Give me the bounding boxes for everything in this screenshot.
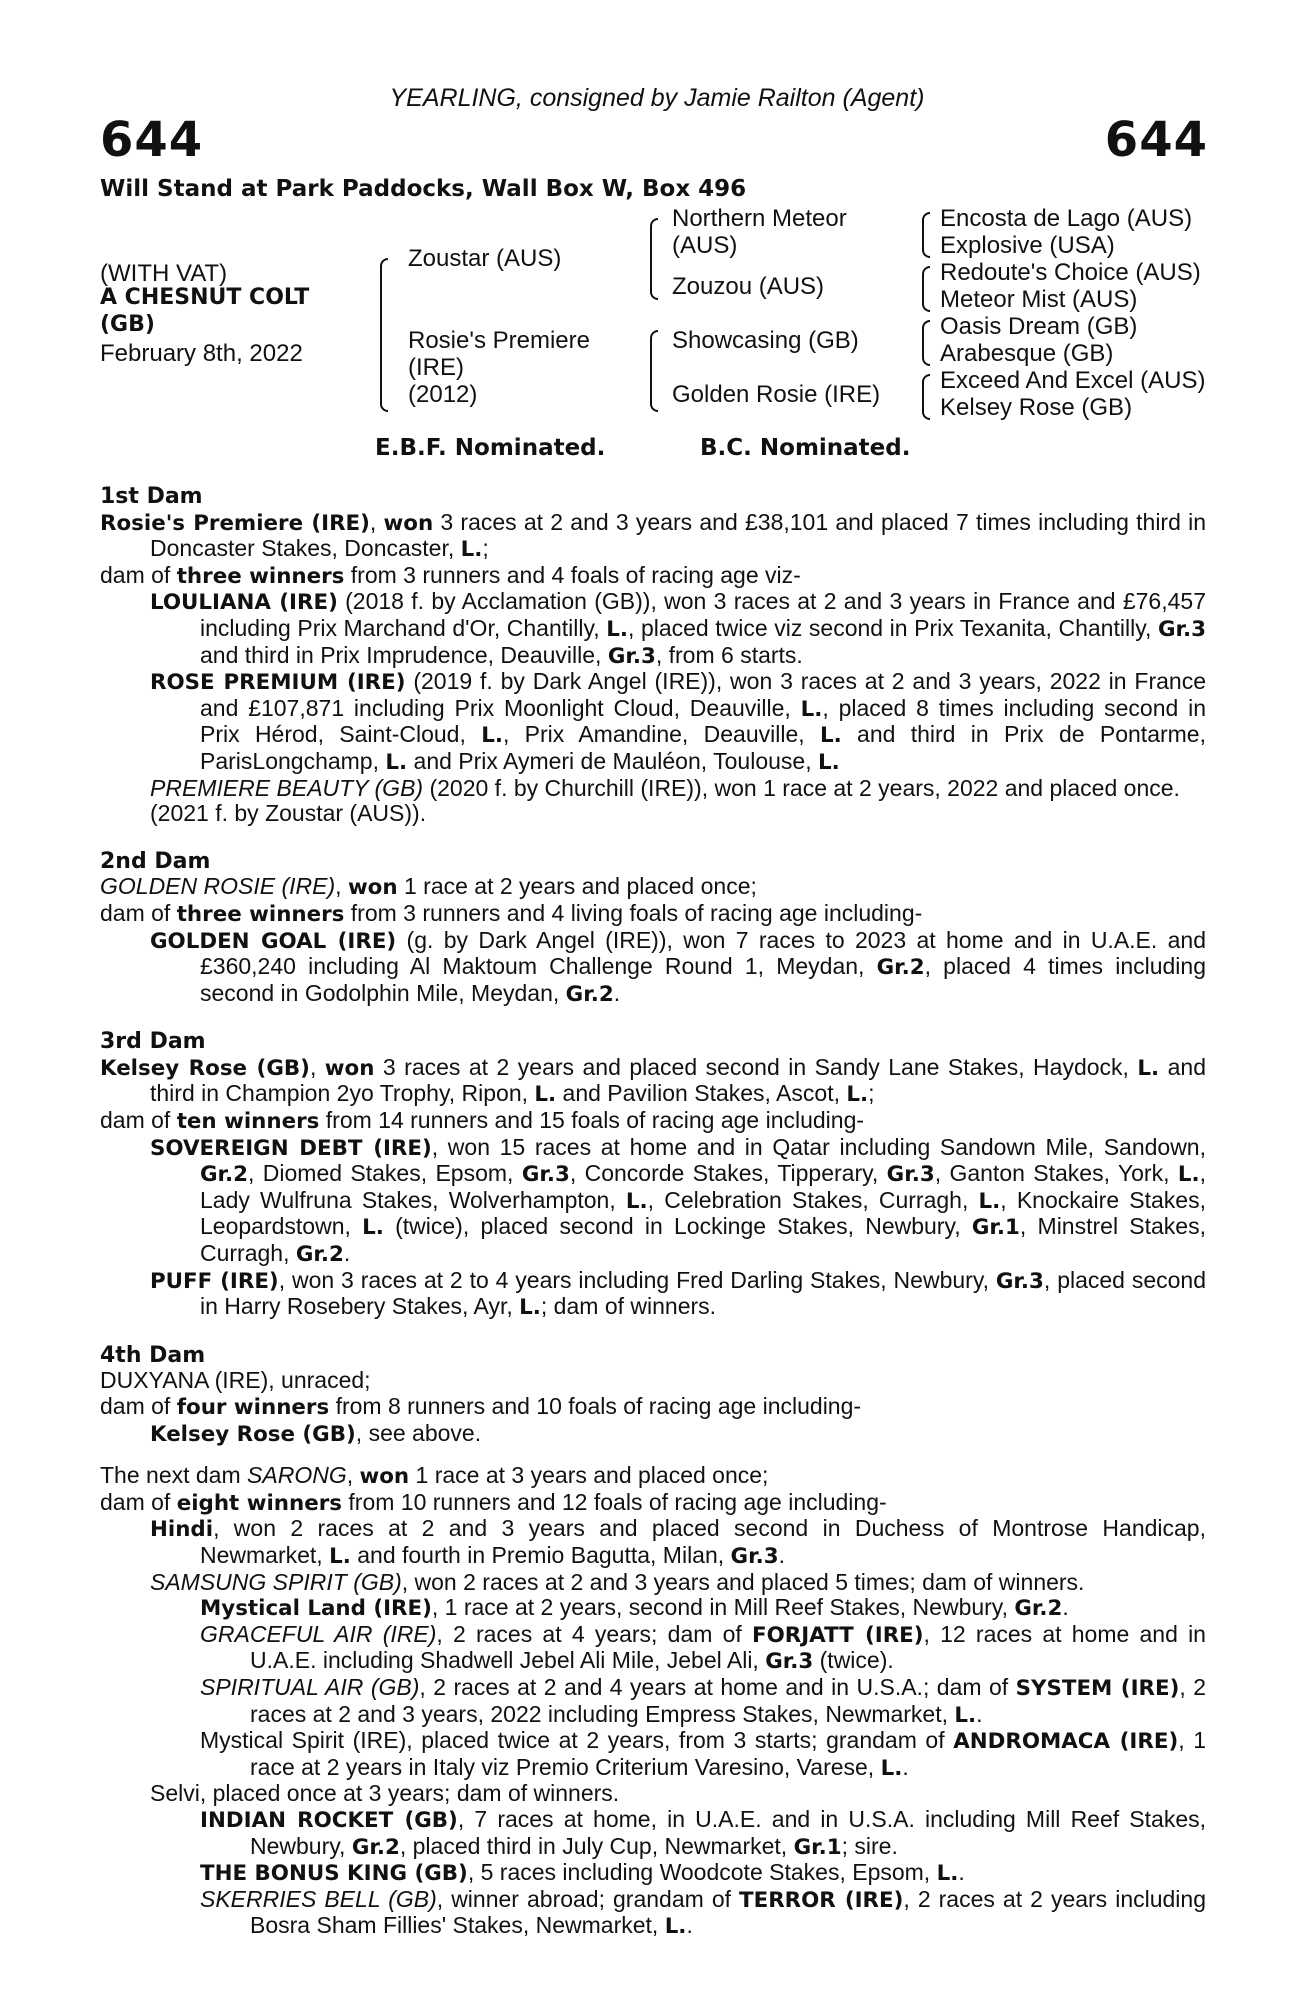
horse-name: A CHESNUT COLT (100, 285, 310, 310)
grand-bracket-4 (922, 374, 930, 420)
produce-rose-premium: ROSE PREMIUM (IRE) (2019 f. by Dark Angel (IRE)), won 3 races at 2 and 3 years, 2022 in France and £107,871 including Prix Moonlight Cloud, Deauville, L., placed 8 times including second in Prix Hérod, Saint-Cloud, L., Prix Amandine, Deauville, L. and third in Prix de Pontarme, ParisLongchamp, L. and Prix Aymeri de Mauléon, Toulouse, L. (150, 668, 1207, 775)
third-dam-heading: 3rd Dam (100, 1029, 206, 1055)
won-label: won (383, 510, 434, 536)
produce-louliana: LOULIANA (IRE) (2018 f. by Acclamation (GB)), won 3 races at 2 and 3 years in France and £76,457 including Prix Marchand d'Or, Chantilly, L., placed twice viz second in Prix Texanita, Chantilly, Gr.3 and third in Prix Imprudence, Deauville, Gr.3, from 6 starts. (150, 588, 1206, 669)
sire-sire: Northern Meteor (672, 205, 847, 232)
produce-kelsey-rose: Kelsey Rose (GB), see above. (150, 1419, 482, 1447)
produce-record (100, 484, 1206, 1940)
grandparent-3: Redoute's Choice (AUS) (940, 259, 1201, 286)
third-dam-record: Kelsey Rose (GB), won 3 races at 2 years and placed second in Sandy Lane Stakes, Haydock, L. and third in Champion 2yo Trophy, Ripon, L. and Pavilion Stakes, Ascot, L.; (100, 1053, 1206, 1108)
grandparent-1: Encosta de Lago (AUS) (940, 205, 1193, 232)
second-dam-heading: 2nd Dam (100, 848, 211, 874)
stand-location: Will Stand at Park Paddocks, Wall Box W, Box 496 (100, 176, 747, 202)
produce-golden-goal: GOLDEN GOAL (IRE) (g. by Dark Angel (IRE)), won 7 races to 2023 at home and in U.A.E. and £360,240 including Al Maktoum Challenge Round 1, Meydan, Gr.2, placed 4 times including second in Godolphin Mile, Meydan, Gr.2. (150, 926, 1207, 1007)
sire-dam: Zouzou (AUS) (672, 273, 825, 300)
consignor-subtitle: YEARLING, consigned by Jamie Railton (Agent) (389, 84, 925, 112)
dam-origin: (IRE) (408, 354, 464, 381)
produce-indian-rocket: INDIAN ROCKET (GB), 7 races at home, in U.A.E. and in U.S.A. including Mill Reef Stakes, Newbury, Gr.2, placed third in July Cup, Newmarket, Gr.1; sire. (200, 1805, 1207, 1860)
produce-sovereign-debt: SOVEREIGN DEBT (IRE), won 15 races at home and in Qatar including Sandown Mile, Sandown, Gr.2, Diomed Stakes, Epsom, Gr.3, Concorde Stakes, Tipperary, Gr.3, Ganton Stakes, York, L., Lady Wulfruna Stakes, Wolverhampton, L., Celebration Stakes, Curragh, L., Knockaire Stakes, Leopardstown, L. (twice), placed second in Lockinge Stakes, Newbury, Gr.1, Minstrel Stakes, Curragh, Gr.2. (150, 1133, 1206, 1268)
first-dam-name: Rosie's Premiere (IRE) (100, 510, 370, 536)
fourth-dam-produce-summary: dam of four winners from 8 runners and 10 foals of racing age including- (100, 1393, 862, 1420)
next-dam-produce-summary: dam of eight winners from 10 runners and 12 foals of racing age including- (100, 1488, 887, 1516)
second-dam-produce-summary: dam of three winners from 3 runners and 4 living foals of racing age including- (100, 899, 923, 927)
produce-mystical-spirit: Mystical Spirit (IRE), placed twice at 2 years, from 3 starts; grandam of ANDROMACA (IRE), 1 race at 2 years in Italy viz Premio Criterium Varesino, Varese, L.. (200, 1727, 1206, 1781)
first-dam-heading: 1st Dam (100, 484, 203, 509)
produce-hindi: Hindi, won 2 races at 2 and 3 years and placed second in Duchess of Montrose Handicap, Newmarket, L. and fourth in Premio Bagutta, Milan, Gr.3. (150, 1515, 1206, 1569)
fourth-dam-heading: 4th Dam (100, 1342, 206, 1368)
vat-note: (WITH VAT) (100, 260, 228, 287)
produce-2021-foal: (2021 f. by Zoustar (AUS)). (150, 800, 427, 827)
produce-samsung-spirit: SAMSUNG SPIRIT (GB), won 2 races at 2 and 3 years and placed 5 times; dam of winners. (150, 1568, 1085, 1595)
dam: Rosie's Premiere (408, 327, 590, 354)
foaling-date: February 8th, 2022 (100, 340, 303, 367)
horse-origin: (GB) (100, 312, 155, 337)
grand-bracket-1 (922, 212, 930, 258)
grandparent-5: Oasis Dream (GB) (940, 313, 1138, 340)
first-dam-record: Rosie's Premiere (IRE), won 3 races at 2 and 3 years and £38,101 and placed 7 times including third in Doncaster Stakes, Doncaster, L.; (100, 508, 1207, 563)
grandparent-2: Explosive (USA) (940, 232, 1115, 259)
first-dam-produce-summary: dam of three winners from 3 runners and 4 foals of racing age viz- (100, 561, 801, 589)
produce-puff: PUFF (IRE), won 3 races at 2 to 4 years including Fred Darling Stakes, Newbury, Gr.3, placed second in Harry Rosebery Stakes, Ayr, L.; dam of winners. (150, 1266, 1207, 1321)
dam-parents-bracket (650, 330, 658, 412)
sire: Zoustar (AUS) (408, 245, 562, 272)
produce-selvi: Selvi, placed once at 3 years; dam of winners. (150, 1780, 620, 1807)
sire-dam-bracket (380, 258, 388, 412)
bc-nomination: B.C. Nominated. (700, 435, 911, 461)
produce-bonus-king: THE BONUS KING (GB), 5 races including Woodcote Stakes, Epsom, L.. (200, 1859, 965, 1887)
lot-number-left: 644 (100, 112, 204, 168)
dam-sire: Showcasing (GB) (672, 327, 859, 354)
ebf-nomination: E.B.F. Nominated. (375, 435, 606, 461)
sire-parents-bracket (650, 218, 658, 300)
grandparent-7: Exceed And Excel (AUS) (940, 367, 1206, 394)
fourth-dam-record: DUXYANA (IRE), unraced; (100, 1367, 371, 1394)
produce-graceful-air: GRACEFUL AIR (IRE), 2 races at 4 years; dam of FORJATT (IRE), 12 races at home and in U.A.E. including Shadwell Jebel Ali Mile, Jebel Ali, Gr.3 (twice). (200, 1620, 1206, 1675)
lot-number-right: 644 (1104, 112, 1208, 168)
third-dam-produce-summary: dam of ten winners from 14 runners and 15 foals of racing age including- (100, 1107, 865, 1135)
produce-skerries-bell: SKERRIES BELL (GB), winner abroad; grandam of TERROR (IRE), 2 races at 2 years including Bosra Sham Fillies' Stakes, Newmarket, L.. (200, 1885, 1206, 1940)
next-dam-record: The next dam SARONG, won 1 race at 3 years and placed once; (100, 1462, 769, 1490)
grand-bracket-2 (922, 266, 930, 312)
produce-premiere-beauty: PREMIERE BEAUTY (GB) (2020 f. by Churchill (IRE)), won 1 race at 2 years, 2022 and placed once. (150, 774, 1180, 801)
grandparent-4: Meteor Mist (AUS) (940, 286, 1138, 313)
grand-bracket-3 (922, 320, 930, 366)
dam-dam: Golden Rosie (IRE) (672, 381, 881, 408)
second-dam-record: GOLDEN ROSIE (IRE), won 1 race at 2 years and placed once; (100, 873, 757, 901)
produce-spiritual-air: SPIRITUAL AIR (GB), 2 races at 2 and 4 years at home and in U.S.A.; dam of SYSTEM (IRE), 2 races at 2 and 3 years, 2022 including Empress Stakes, Newmarket, L.. (200, 1673, 1206, 1728)
grandparent-6: Arabesque (GB) (940, 340, 1114, 367)
sire-sire-origin: (AUS) (672, 232, 738, 259)
produce-mystical-land: Mystical Land (IRE), 1 race at 2 years, second in Mill Reef Stakes, Newbury, Gr.2. (200, 1594, 1069, 1622)
dam-year: (2012) (408, 381, 478, 408)
grandparent-8: Kelsey Rose (GB) (940, 394, 1133, 421)
